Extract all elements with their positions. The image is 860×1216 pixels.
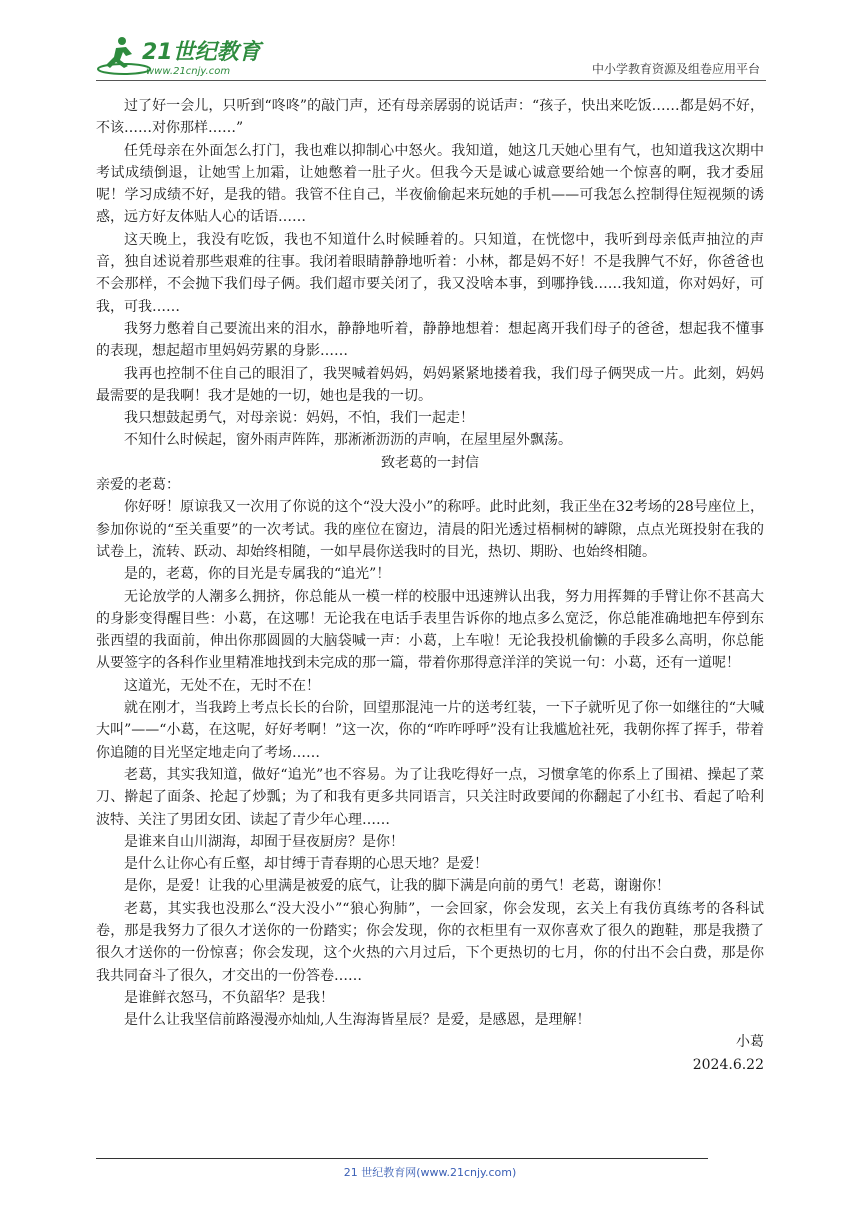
page-header xyxy=(96,32,766,82)
paragraph: 我再也控制不住自己的眼泪了，我哭喊着妈妈，妈妈紧紧地搂着我，我们母子俩哭成一片。此刻，妈妈最需要的是我啊！我才是她的一切，她也是我的一切。 xyxy=(96,365,764,404)
paragraph: 你好呀！原谅我又一次用了你说的这个“没大没小”的称呼。此时此刻，我正坐在32考场的28号座位上，参加你说的“至关重要”的一次考试。我的座位在窗边，清晨的阳光透过梧桐树的罅隙，点点光斑投射在我的试卷上，流转、跃动、却始终相随，一如早晨你送我时的目光，热切、期盼、也始终相随。 xyxy=(96,499,764,560)
paragraph: 小葛 xyxy=(736,1034,764,1051)
paragraph: 老葛，其实我知道，做好“追光”也不容易。为了让我吃得好一点，习惯拿笔的你系上了围裙、操起了菜刀、擀起了面条、抡起了炒瓢；为了和我有更多共同语言，只关注时政要闻的你翻起了小红书、看起了哈利波特、关注了男团女团、读起了青少年心理…… xyxy=(96,766,764,828)
footer-divider xyxy=(96,1158,708,1159)
paragraph: 是谁来自山川湖海，却囿于昼夜厨房？是你！ xyxy=(124,833,404,850)
paragraph: 不知什么时候起，窗外雨声阵阵，那淅淅沥沥的声响，在屋里屋外飘荡。 xyxy=(124,432,572,449)
logo-url: www.21cnjy.com xyxy=(146,66,231,77)
document-body xyxy=(96,95,764,1076)
paragraph: 是谁鲜衣怒马，不负韶华？是我！ xyxy=(124,989,334,1006)
paragraph: 这天晚上，我没有吃饭，我也不知道什么时候睡着的。只知道，在恍惚中，我听到母亲低声抽泣的声音，独自述说着那些艰难的往事。我闭着眼睛静静地听着：小林，都是妈不好！不是我脾气不好，你爸爸也不会那样，不会抛下我们母子俩。我们超市要关闭了，我又没啥本事，到哪挣钱……我知道，你对妈好，可我，可我…… xyxy=(96,231,764,315)
paragraph: 是你，是爱！让我的心里满是被爱的底气，让我的脚下满是向前的勇气！老葛，谢谢你！ xyxy=(124,878,670,895)
paragraph: 2024.6.22 xyxy=(692,1056,764,1073)
paragraph: 是什么让你心有丘壑，却甘缚于青春期的心思天地？是爱！ xyxy=(124,856,488,873)
site-logo xyxy=(96,32,266,80)
paragraph: 这道光，无处不在，无时不在！ xyxy=(124,677,320,694)
paragraph: 任凭母亲在外面怎么打门，我也难以抑制心中怒火。我知道，她这几天她心里有气，也知道我这次期中考试成绩倒退，让她雪上加霜，让她憋着一肚子火。但我今天是诚心诚意要给她一个惊喜的啊，我才委屈呢！学习成绩不好，是我的错。我管不住自己，半夜偷偷起来玩她的手机——可我怎么控制得住短视频的诱惑，远方好友体贴人心的话语…… xyxy=(96,142,764,226)
paragraph: 是什么让我坚信前路漫漫亦灿灿,人生海海皆星辰？是爱，是感恩，是理解！ xyxy=(124,1012,591,1029)
paragraph: 致老葛的一封信 xyxy=(381,454,479,471)
paragraph: 老葛，其实我也没那么“没大没小”“狼心狗肺”，一会回家，你会发现，玄关上有我仿真练考的各科试卷，那是我努力了很久才送你的一份踏实；你会发现，你的衣柜里有一双你喜欢了很久的跑鞋，那是我攒了很久才送你的一份惊喜；你会发现，这个火热的六月过后，下个更热切的七月，你的付出不会白费，那是你我共同奋斗了很久，才交出的一份答卷…… xyxy=(96,900,764,984)
paragraph: 过了好一会儿，只听到“咚咚”的敲门声，还有母亲孱弱的说话声：“孩子，快出来吃饭……都是妈不好，不该……对你那样……” xyxy=(96,98,764,137)
header-divider xyxy=(96,80,766,81)
platform-name: 中小学教育资源及组卷应用平台 xyxy=(591,62,760,76)
paragraph: 我只想鼓起勇气，对母亲说：妈妈，不怕，我们一起走！ xyxy=(124,410,474,427)
paragraph: 就在刚才，当我跨上考点长长的台阶，回望那混沌一片的送考红装，一下子就听见了你一如继往的“大喊大叫”——“小葛，在这呢，好好考啊！”这一次，你的“咋咋呼呼”没有让我尴尬社死，我朝你挥了挥手，带着你追随的目光坚定地走向了考场…… xyxy=(96,700,764,761)
paragraph: 是的，老葛，你的目光是专属我的“追光”！ xyxy=(124,566,391,583)
paragraph: 无论放学的人潮多么拥挤，你总能从一模一样的校服中迅速辨认出我，努力用挥舞的手臂让你不甚高大的身影变得醒目些：小葛，在这哪！无论我在电话手表里告诉你的地点多么宽泛，你总能准确地把车停到东张西望的我面前，伸出你那圆圆的大脑袋喊一声：小葛，上车啦！无论我投机偷懒的手段多么高明，你总能从要签字的各科作业里精准地找到未完成的那一篇，带着你那得意洋洋的笑说一句：小葛，还有一道呢！ xyxy=(96,588,764,672)
paragraph: 我努力憋着自己要流出来的泪水，静静地听着，静静地想着：想起离开我们母子的爸爸，想起我不懂事的表现，想起超市里妈妈劳累的身影…… xyxy=(96,320,764,360)
logo-text: 21世纪教育 xyxy=(142,40,261,65)
paragraph: 亲爱的老葛： xyxy=(96,477,180,494)
page-footer: 21 世纪教育网(www.21cnjy.com) xyxy=(343,1166,517,1179)
